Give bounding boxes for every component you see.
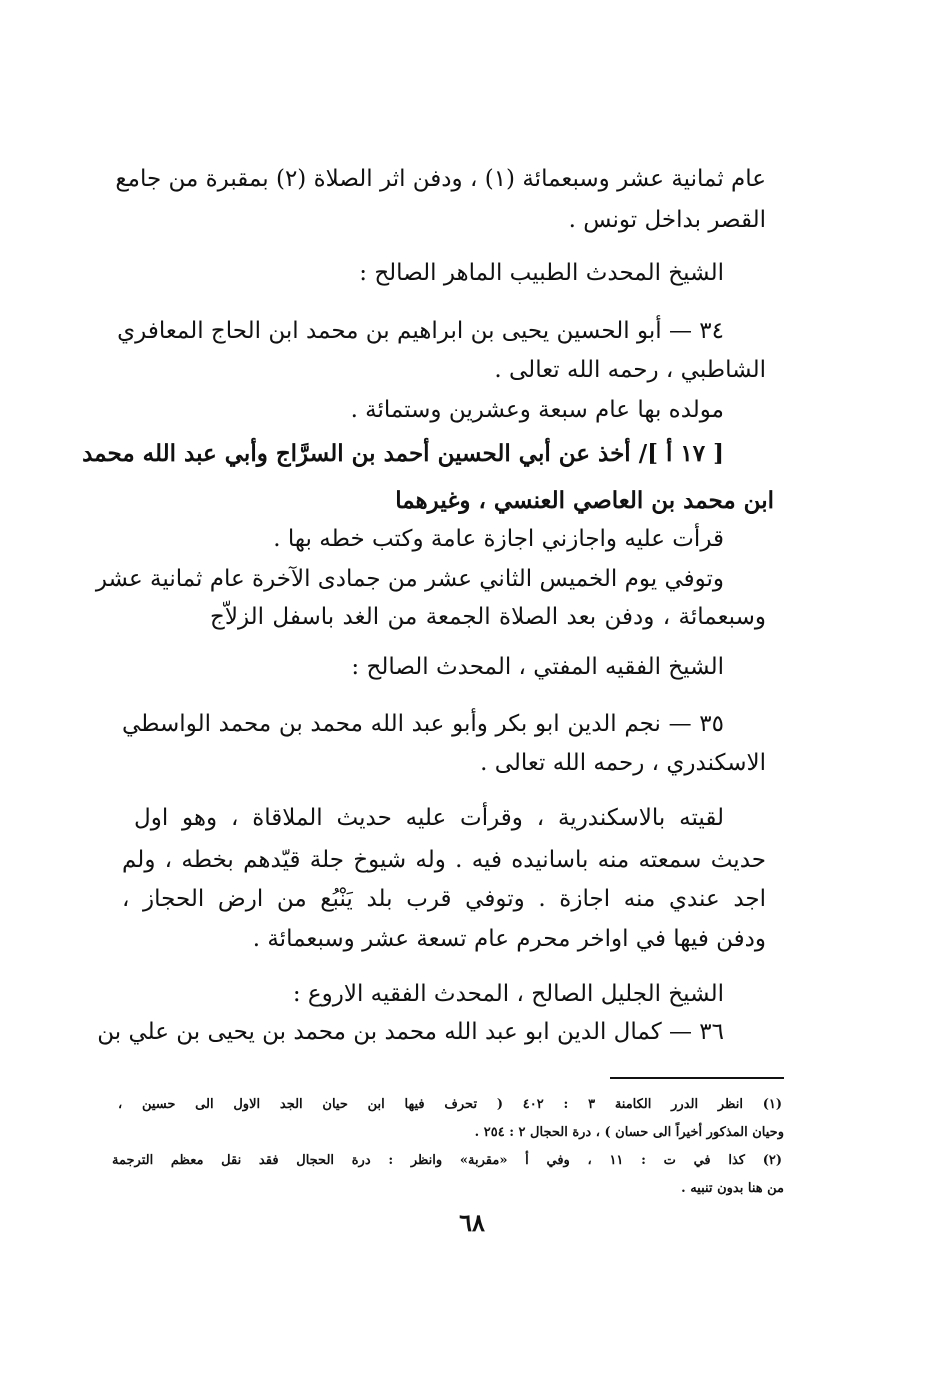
body-line: وتوفي يوم الخميس الثاني عشر من جمادى الآخرة عام ثمانية عشر xyxy=(95,566,724,592)
entry-heading: ٣٦ — كمال الدين ابو عبد الله محمد بن محمد بن يحيى بن علي بن xyxy=(97,1019,724,1045)
body-line: ابن محمد بن العاصي العنسي ، وغيرهما xyxy=(395,487,774,514)
footnote-line: (١) انظر الدرر الكامنة ٣ : ٤٠٢ ( تحرف فيها ابن حيان الجد الاول الى حسين ، xyxy=(118,1097,782,1112)
entry-heading: ٣٥ — نجم الدين ابو بكر وأبو عبد الله محمد بن محمد الواسطي xyxy=(122,711,724,737)
section-heading: الشيخ المحدث الطبيب الماهر الصالح : xyxy=(359,260,724,286)
footnote-line: (٢) كذا في ت : ١١ ، وفي أ «مقربة» وانظر : درة الحجال فقد نقل معظم الترجمة xyxy=(112,1153,782,1168)
body-line: الاسكندري ، رحمه الله تعالى . xyxy=(480,750,766,776)
body-line: مولده بها عام سبعة وعشرين وستمائة . xyxy=(350,397,724,423)
section-heading: الشيخ الفقيه المفتي ، المحدث الصالح : xyxy=(351,654,724,680)
body-line: ودفن فيها في اواخر محرم عام تسعة عشر وسبعمائة . xyxy=(252,926,766,952)
body-line: حديث سمعته منه باسانيده فيه . وله شيوخ جلة قيّدهم بخطه ، ولم xyxy=(122,847,766,873)
section-heading: الشيخ الجليل الصالح ، المحدث الفقيه الاروع : xyxy=(292,981,724,1007)
footnote-line: من هنا بدون تنبيه . xyxy=(681,1181,784,1196)
entry-heading: ٣٤ — أبو الحسين يحيى بن ابراهيم بن محمد ابن الحاج المعافري xyxy=(117,318,724,344)
body-line: لقيته بالاسكندرية ، وقرأت عليه حديث الملاقاة ، وهو اول xyxy=(134,805,724,831)
footnote-separator xyxy=(610,1077,784,1079)
body-line: وسبعمائة ، ودفن بعد الصلاة الجمعة من الغد باسفل الزلاّج xyxy=(210,604,766,630)
footnote-line: وحيان المذكور أخيراً الى حسان ) ، درة الحجال ٢ : ٢٥٤ . xyxy=(474,1125,784,1140)
body-line: الشاطبي ، رحمه الله تعالى . xyxy=(494,357,766,383)
body-line: عام ثمانية عشر وسبعمائة (١) ، ودفن اثر الصلاة (٢) بمقبرة من جامع xyxy=(115,166,766,192)
page-number: ٦٨ xyxy=(459,1208,485,1237)
body-line: القصر بداخل تونس . xyxy=(568,207,766,233)
body-line: [ ١٧ أ ]/ أخذ عن أبي الحسين أحمد بن السرَّاج وأبي عبد الله محمد xyxy=(82,440,724,467)
body-line: اجد عندي منه اجازة . وتوفي قرب بلد يَنْبُع من ارض الحجاز ، xyxy=(122,886,766,912)
body-line: قرأت عليه واجازني اجازة عامة وكتب خطه بها . xyxy=(273,526,724,552)
